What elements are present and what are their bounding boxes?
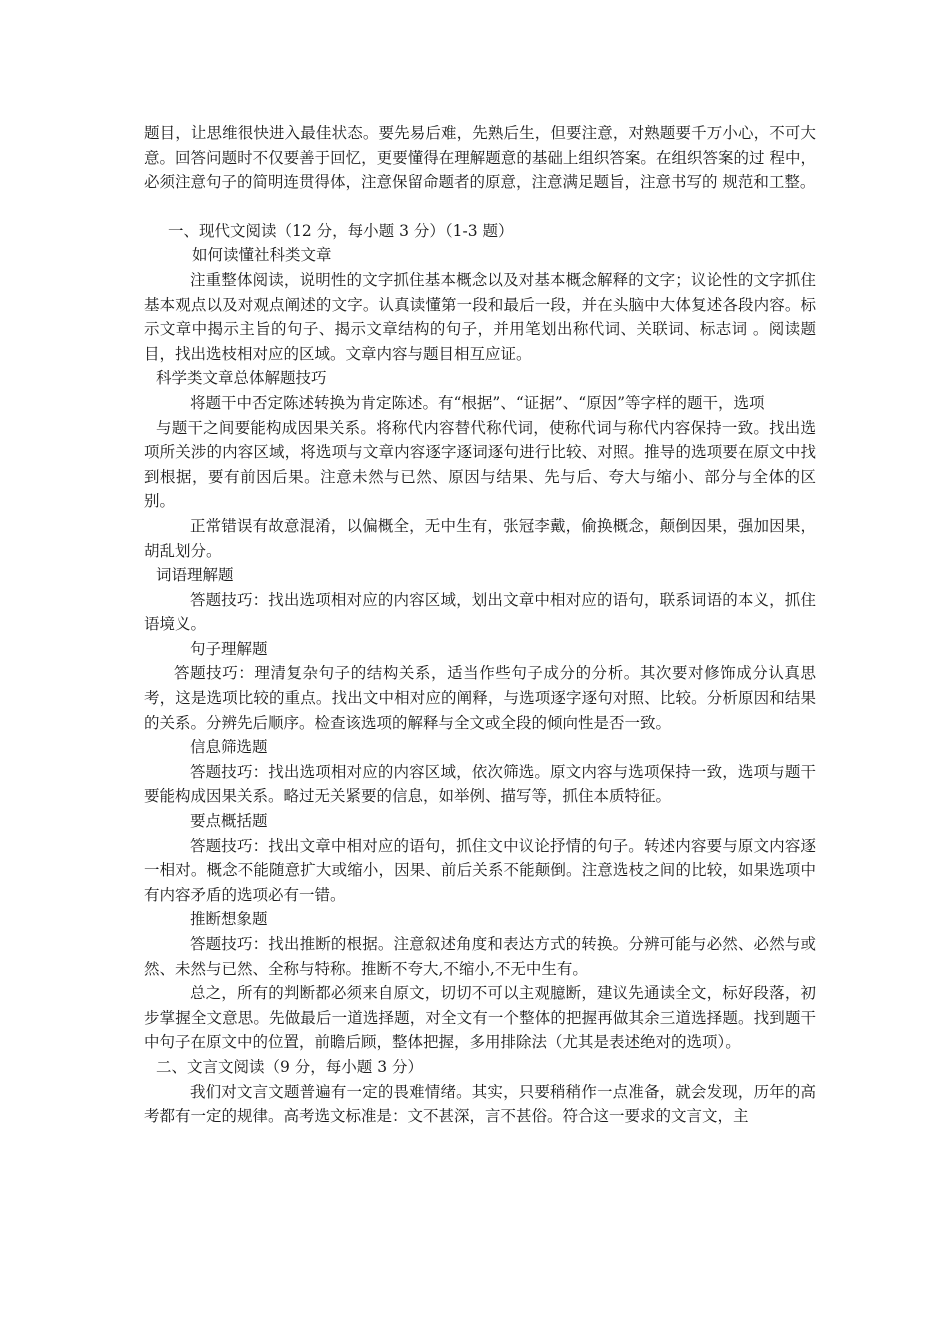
conclusion-paragraph: 总之，所有的判断都必须来自原文，切切不可以主观臆断，建议先通读全文，标好段落，初步掌握全文意思。先做最后一道选择题，对全文有一个整体的把握再做其余三道选择题。找到题干中句子在原文中的位置，前瞻后顾，整体把握，多用排除法（尤其是表述绝对的选项）。: [144, 984, 816, 1052]
sci-skills-paragraph-1: 将题干中否定陈述转换为肯定陈述。有“根据”、“证据”、“原因”等字样的题干，选项: [190, 393, 765, 412]
word-comprehension-paragraph: 答题技巧：找出选项相对应的内容区域，划出文章中相对应的语句，联系词语的本义，抓住语境义。: [144, 590, 816, 634]
subheading-how-to-read: 如何读懂社科类文章: [192, 246, 332, 265]
subheading-sentence-comprehension: 句子理解题: [190, 639, 268, 658]
sentence-comprehension-paragraph: 答题技巧：理清复杂句子的结构关系，适当作些句子成分的分析。其次要对修饰成分认真思考，这是选项比较的重点。找出文中相对应的阐释，与选项逐字逐句对照、比较。分析原因和结果的关系。分辨先后顺序。检查该选项的解释与全文或全段的倾向性是否一致。: [144, 664, 816, 732]
section-heading-classical-chinese: 二、文言文阅读（9 分，每小题 3 分）: [156, 1057, 424, 1076]
subheading-key-points: 要点概括题: [190, 812, 268, 831]
sci-skills-paragraph-2: 与题干之间要能构成因果关系。将称代内容替代称代词，使称代词与称代内容保持一致。找出选项所关涉的内容区域，将选项与文章内容逐字逐词逐句进行比较、对照。推导的选项要在原文中找到根据，要有前因后果。注意未然与已然、原因与结果、先与后、夸大与缩小、部分与全体的区别。: [144, 418, 816, 511]
document-body: [144, 121, 816, 1129]
how-to-read-paragraph: 注重整体阅读，说明性的文字抓住基本概念以及对基本概念解释的文字；议论性的文字抓住基本观点以及对观点阐述的文字。认真读懂第一段和最后一段，并在头脑中大体复述各段内容。标示文章中揭示主旨的句子、揭示文章结构的句子，并用笔划出称代词、关联词、标志词 。阅读题目，找出选枝相对应的区域。文章内容与题目相互应证。: [144, 270, 816, 363]
inference-paragraph: 答题技巧：找出推断的根据。注意叙述角度和表达方式的转换。分辨可能与必然、必然与或 然、未然与已然、全称与特称。推断不夸大,不缩小,不无中生有。: [144, 935, 816, 978]
key-points-paragraph: 答题技巧：找出文章中相对应的语句，抓住文中议论抒情的句子。转述内容要与原文内容逐一相对。概念不能随意扩大或缩小，因果、前后关系不能颠倒。注意选枝之间的比较，如果选项中有内容矛盾的选项必有一错。: [144, 836, 816, 904]
intro-paragraph: 题目，让思维很快进入最佳状态。要先易后难，先熟后生，但要注意，对熟题要千万小心，不可大 意。回答问题时不仅要善于回忆，更要懂得在理解题意的基础上组织答案。在组织答案的过 程中，必须注意句子的简明连贯得体，注意保留命题者的原意，注意满足题旨，注意书写的 规范和工整。: [144, 124, 816, 192]
subheading-sci-skills: 科学类文章总体解题技巧: [156, 369, 327, 388]
subheading-word-comprehension: 词语理解题: [156, 566, 234, 585]
subheading-inference: 推断想象题: [190, 910, 268, 929]
classical-chinese-paragraph: 我们对文言文题普遍有一定的畏难情绪。其实，只要稍稍作一点准备，就会发现，历年的高 考都有一定的规律。高考选文标准是：文不甚深，言不甚俗。符合这一要求的文言文，主: [144, 1082, 816, 1126]
subheading-info-screening: 信息筛选题: [190, 738, 268, 757]
info-screening-paragraph: 答题技巧：找出选项相对应的内容区域，依次筛选。原文内容与选项保持一致，选项与题干要能构成因果关系。略过无关紧要的信息，如举例、描写等，抓住本质特征。: [144, 762, 816, 806]
blank-line: [144, 195, 816, 219]
section-heading-modern-reading: 一、现代文阅读（12 分，每小题 3 分）（1-3 题）: [168, 221, 514, 240]
common-errors-paragraph: 正常错误有故意混淆，以偏概全，无中生有，张冠李戴，偷换概念，颠倒因果，强加因果，胡乱划分。: [144, 516, 816, 560]
